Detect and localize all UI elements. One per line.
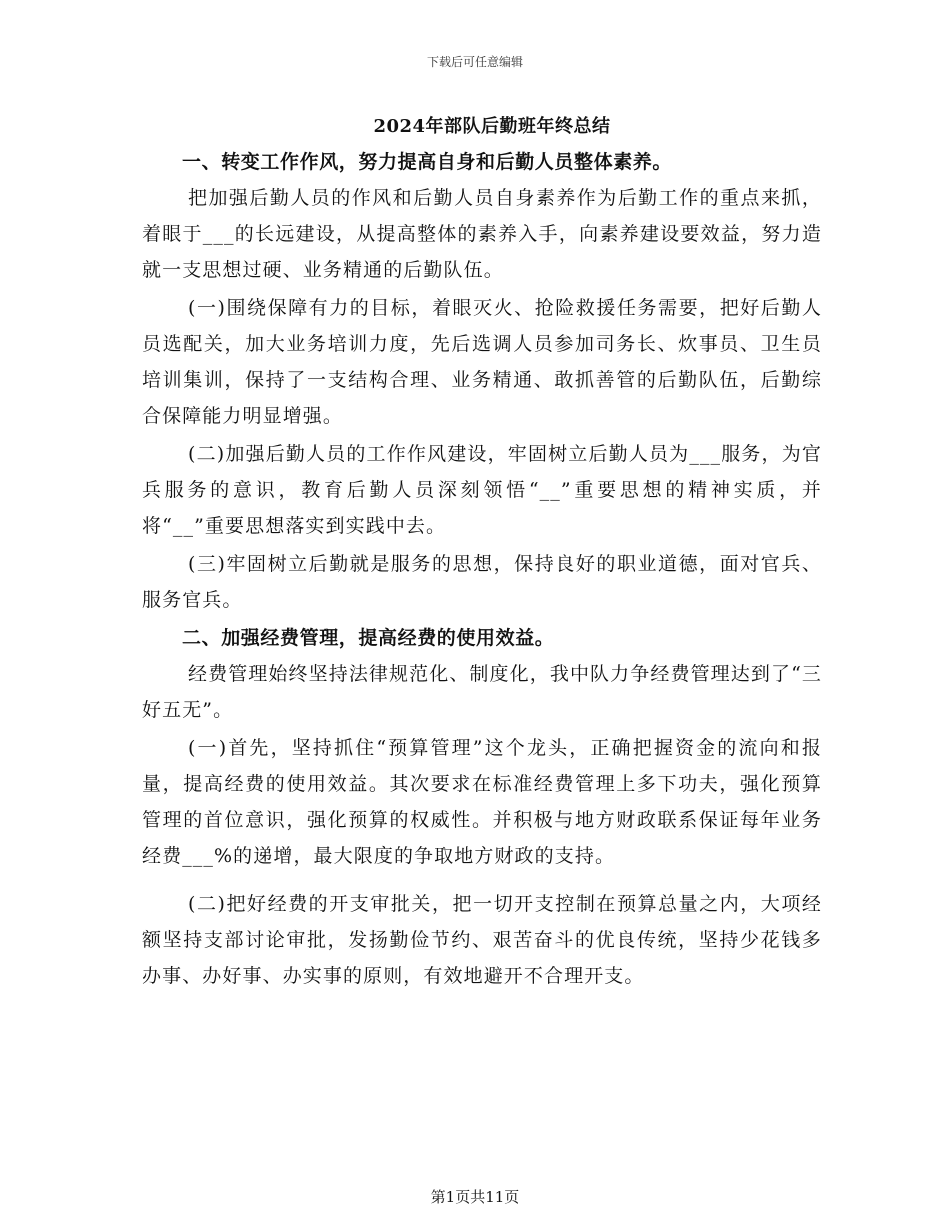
page-indicator: 第1页共11页 [430,1188,520,1206]
paragraph: 把加强后勤人员的作风和后勤人员自身素养作为后勤工作的重点来抓，着眼于___的长远建设，从提高整体的素养入手，向素养建设要效益，努力造就一支思想过硬、业务精通的后勤队伍。 [142,187,822,281]
paragraph: (三)牢固树立后勤就是服务的思想，保持良好的职业道德，面对官兵、服务官兵。 [142,553,822,611]
header-note: 下载后可任意编辑 [426,55,523,69]
paragraph-spacer [142,876,822,886]
section-2 [142,620,822,994]
section-heading: 二、加强经费管理，提高经费的使用效益。 [182,627,555,649]
paragraph: (一)围绕保障有力的目标，着眼灭火、抢险救援任务需要，把好后勤人员选配关，加大业务培训力度，先后选调人员参加司务长、炊事员、卫生员培训集训，保持了一支结构合理、业务精通、敢抓善管的后勤队伍，后勤综合保障能力明显增强。 [142,297,822,427]
section-1 [142,144,822,618]
paragraph: 经费管理始终坚持法律规范化、制度化，我中队力争经费管理达到了“三好五无”。 [142,663,822,721]
section-heading: 一、转变工作作风，努力提高自身和后勤人员整体素养。 [182,151,673,173]
paragraph: (二)加强后勤人员的工作作风建设，牢固树立后勤人员为___服务，为官兵服务的意识，教育后勤人员深刻领悟“__”重要思想的精神实质，并将“__”重要思想落实到实践中去。 [142,443,822,537]
paragraph: (二)把好经费的开支审批关，把一切开支控制在预算总量之内，大项经额坚持支部讨论审批，发扬勤俭节约、艰苦奋斗的优良传统，坚持少花钱多办事、办好事、办实事的原则，有效地避开不合理开支。 [142,893,822,987]
document-title: 2024年部队后勤班年终总结 [373,116,611,137]
document-body [142,112,822,996]
paragraph: (一)首先，坚持抓住“预算管理”这个龙头，正确把握资金的流向和报量，提高经费的使用效益。其次要求在标准经费管理上多下功夫，强化预算管理的首位意识，强化预算的权威性。并积极与地方财政联系保证每年业务经费___%的递增，最大限度的争取地方财政的支持。 [142,737,822,867]
